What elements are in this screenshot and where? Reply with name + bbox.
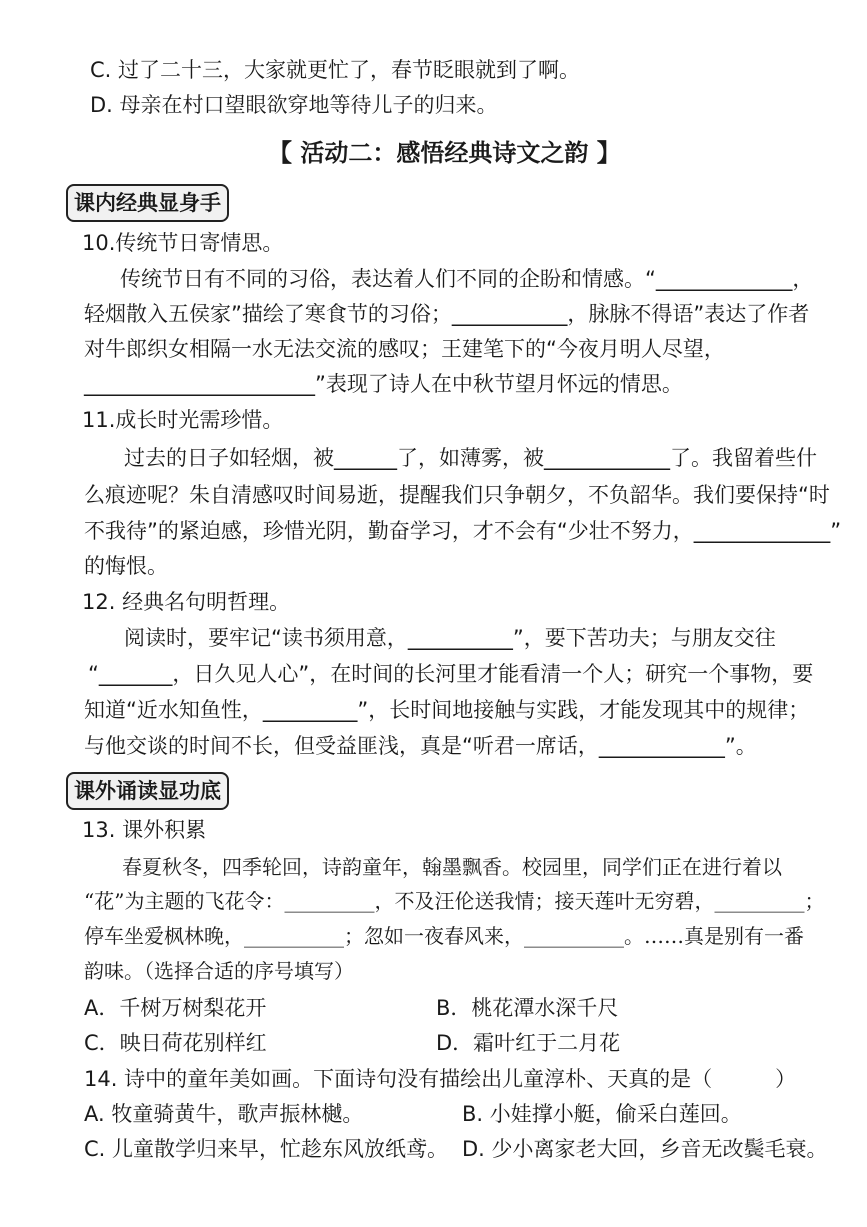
activity-title: 【 活动二：感悟经典诗文之韵 】 — [268, 139, 621, 167]
question-10-line-4: ______________________”表现了诗人在中秋节望月怀远的情思。 — [84, 372, 683, 396]
question-13-title: 13. 课外积累 — [82, 818, 207, 842]
question-12-line-3: 知道“近水知鱼性，_________”，长时间地接触与实践，才能发现其中的规律； — [84, 698, 810, 722]
question-13-line-3: 停车坐爱枫林晚，__________；忽如一夜春风来，__________。……真是别有一番 — [84, 924, 804, 948]
question-13-option-d: D．霜叶红于二月花 — [436, 1031, 621, 1055]
question-11-line-3: 不我待”的紧迫感，珍惜光阴，勤奋学习，才不会有“少壮不努力，_____________” — [84, 519, 842, 543]
question-13-line-4: 韵味。（选择合适的序号填写） — [84, 959, 354, 983]
question-11-line-4: 的悔恨。 — [84, 554, 168, 578]
question-12-title: 12. 经典名句明哲理。 — [82, 590, 291, 614]
question-12-line-1: 阅读时，要牢记“读书须用意，__________”，要下苦功夫；与朋友交往 — [124, 626, 776, 650]
question-13-line-2: “花”为主题的飞花令：_________，不及汪伦送我情；接天莲叶无穷碧，_________； — [84, 889, 825, 913]
question-11-title: 11.成长时光需珍惜。 — [82, 408, 284, 432]
section-badge-extracurricular: 课外诵读显功底 — [66, 772, 229, 810]
prev-option-c: C. 过了二十三，大家就更忙了，春节眨眼就到了啊。 — [90, 58, 581, 82]
question-14-option-b: B. 小娃撑小艇，偷采白莲回。 — [462, 1102, 742, 1126]
question-11-line-2: 么痕迹呢？朱自清感叹时间易逝，提醒我们只争朝夕，不负韶华。我们要保持“时 — [84, 483, 830, 507]
question-12-line-4: 与他交谈的时间不长，但受益匪浅，真是“听君一席话，____________”。 — [84, 734, 757, 758]
section-badge-classic: 课内经典显身手 — [66, 184, 229, 222]
question-10-line-1: 传统节日有不同的习俗，表达着人们不同的企盼和情感。“_____________， — [120, 267, 814, 291]
question-10-title: 10.传统节日寄情思。 — [82, 231, 284, 255]
question-10-line-3: 对牛郎织女相隔一水无法交流的感叹；王建笔下的“今夜月明人尽望， — [84, 337, 725, 361]
question-14-option-d: D. 少小离家老大回，乡音无改鬓毛衰。 — [462, 1137, 828, 1161]
question-13-option-c: C．映日荷花别样红 — [84, 1031, 267, 1055]
question-13-option-a: A．千树万树梨花开 — [84, 996, 267, 1020]
question-14-title: 14. 诗中的童年美如画。下面诗句没有描绘出儿童淳朴、天真的是（ ） — [84, 1067, 797, 1091]
question-12-line-2: “_______，日久见人心”，在时间的长河里才能看清一个人；研究一个事物，要 — [88, 662, 814, 686]
question-14-option-a: A. 牧童骑黄牛，歌声振林樾。 — [84, 1102, 364, 1126]
question-14-option-c: C. 儿童散学归来早，忙趁东风放纸鸢。 — [84, 1137, 449, 1161]
prev-option-d: D. 母亲在村口望眼欲穿地等待儿子的归来。 — [90, 93, 498, 117]
question-10-line-2: 轻烟散入五侯家”描绘了寒食节的习俗；___________，脉脉不得语”表达了作者 — [84, 302, 810, 326]
question-11-line-1: 过去的日子如轻烟，被______了，如薄雾，被____________了。我留着些什 — [124, 446, 817, 470]
question-13-option-b: B．桃花潭水深千尺 — [436, 996, 619, 1020]
question-13-line-1: 春夏秋冬，四季轮回，诗韵童年，翰墨飘香。校园里，同学们正在进行着以 — [122, 855, 782, 879]
